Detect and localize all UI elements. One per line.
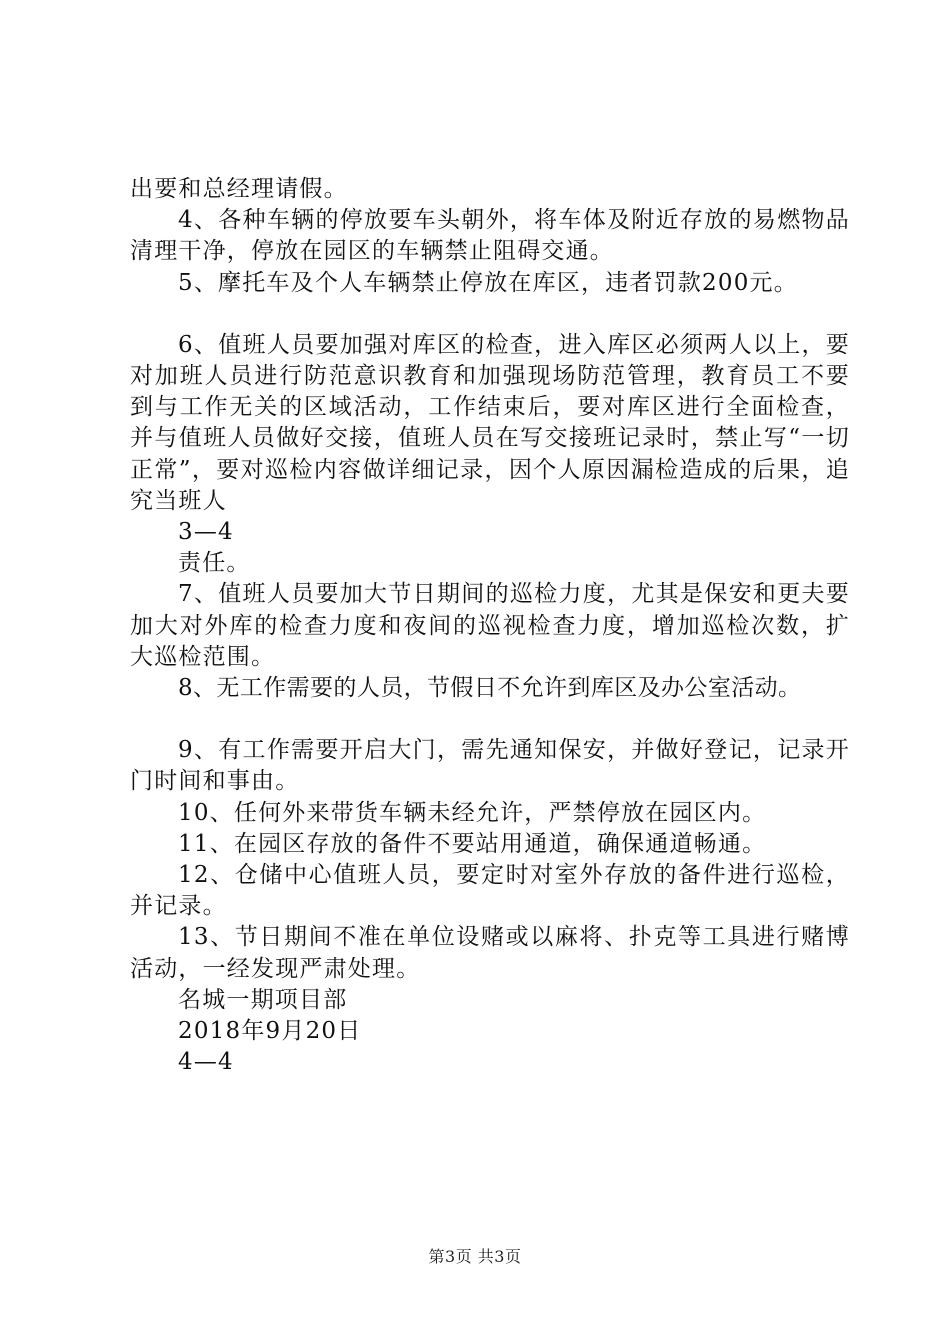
- paragraph-item-5: 5、摩托车及个人车辆禁止停放在库区，违者罚款200元。: [178, 269, 798, 296]
- paragraph-item-7: 7、值班人员要加大节日期间的巡检力度，尤其是保安和更夫要加大对外库的检查力度和夜间的巡视检查力度，增加巡检次数，扩大巡检范围。: [130, 581, 850, 670]
- signature-organization: 名城一期项目部: [178, 986, 348, 1013]
- paragraph-item-4: 4、各种车辆的停放要车头朝外，将车体及附近存放的易燃物品清理干净，停放在园区的车辆禁止阻碍交通。: [130, 207, 850, 265]
- page-footer: 第3页 共3页: [428, 1247, 522, 1266]
- page-marker: 3—4: [178, 519, 234, 546]
- blank-line: [130, 299, 850, 330]
- paragraph-item-6: 6、值班人员要加强对库区的检查，进入库区必须两人以上，要对加班人员进行防范意识教育和加强现场防范管理，教育员工不要到与工作无关的区域活动，工作结束后，要对库区进行全面检查，并与值班人员做好交接，值班人员在写交接班记录时，禁止写“一切正常”，要对巡检内容做详细记录，因个人原因漏检造成的后果，追究当班人: [130, 331, 850, 514]
- paragraph-item-9: 9、有工作需要开启大门，需先通知保安，并做好登记，记录开门时间和事由。: [130, 737, 850, 795]
- paragraph-item-11: 11、在园区存放的备件不要站用通道，确保通道畅通。: [178, 830, 767, 857]
- paragraph-continuation: 出要和总经理请假。: [130, 176, 348, 202]
- page-marker: 4—4: [178, 1049, 234, 1076]
- paragraph-item-10: 10、任何外来带货车辆未经允许，严禁停放在园区内。: [178, 799, 767, 826]
- paragraph-item-8: 8、无工作需要的人员，节假日不允许到库区及办公室活动。: [178, 675, 802, 702]
- paragraph-item-13: 13、节日期间不准在单位设赌或以麻将、扑克等工具进行赌博活动，一经发现严肃处理。: [130, 924, 850, 982]
- signature-date: 2018年9月20日: [178, 1018, 362, 1045]
- paragraph-item-6-end: 责任。: [178, 550, 251, 577]
- document-body: [130, 174, 850, 1078]
- blank-line: [130, 704, 850, 735]
- paragraph-item-12: 12、仓储中心值班人员，要定时对室外存放的备件进行巡检，并记录。: [130, 862, 850, 920]
